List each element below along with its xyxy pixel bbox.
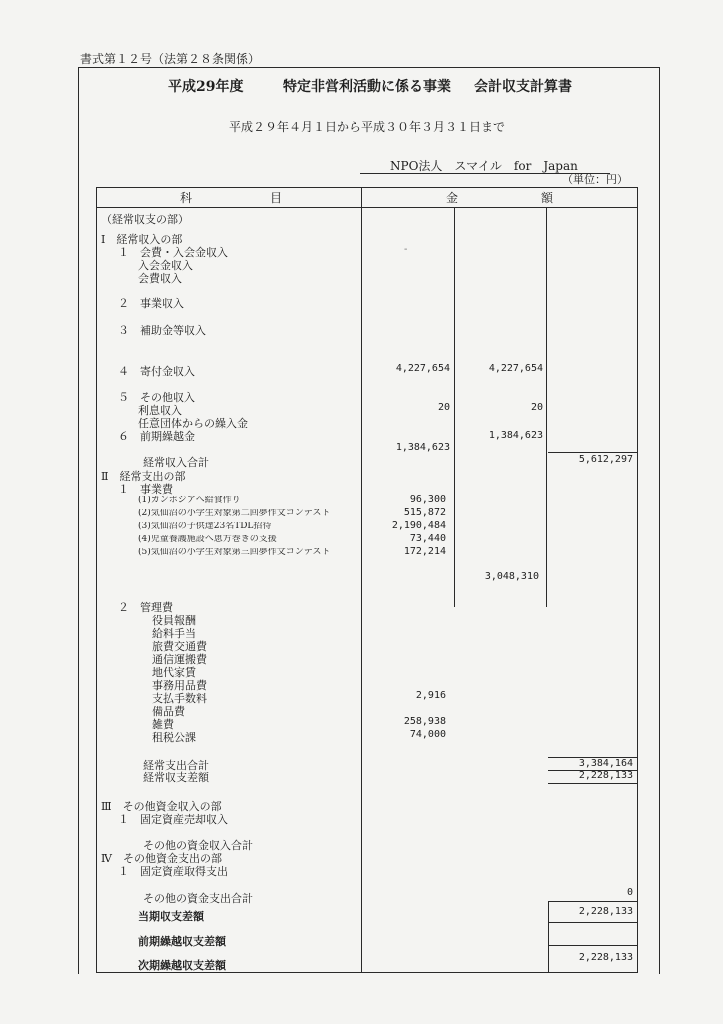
income-total-rule — [548, 452, 637, 453]
admin-item-label: 雑費 — [152, 718, 174, 731]
balance-label: 経常収支差額 — [143, 771, 209, 784]
title-year: 平成29年度 — [168, 79, 244, 95]
admin-item-label: 役員報酬 — [152, 614, 196, 627]
project-item-1-value: 96,300 — [409, 494, 446, 505]
project-item-4-label: (4)児童養護施設へ恵方巻きの支援 — [138, 535, 277, 544]
page-frame-right — [659, 67, 660, 974]
section-ordinary: （経常収支の部） — [101, 213, 189, 226]
next-balance-value: 2,228,133 — [578, 952, 633, 963]
expense-total-label: 経常支出合計 — [143, 759, 209, 772]
business-income: ２ 事業収入 — [118, 297, 184, 310]
membership-sub1: 入会金収入 — [138, 259, 193, 272]
membership-label: １ 会費・入会金収入 — [118, 246, 228, 259]
header-amount-right: 額 — [541, 191, 554, 205]
prior-carryover-detail: 1,384,623 — [395, 442, 450, 453]
prior-balance-label: 前期繰越収支差額 — [138, 935, 226, 948]
admin-item-label: 租税公課 — [152, 731, 196, 744]
transfer-label: 任意団体からの繰入金 — [138, 417, 248, 430]
project-item-4-value: 73,440 — [409, 533, 446, 544]
next-balance-label: 次期繰越収支差額 — [138, 959, 226, 972]
admin-item-value: 2,916 — [415, 690, 446, 701]
expense-total-value: 3,384,164 — [578, 758, 633, 769]
interest-subtotal: 20 — [530, 402, 543, 413]
interest-detail: 20 — [437, 402, 450, 413]
interest-label: 利息収入 — [138, 404, 182, 417]
admin-item-value: 258,938 — [403, 716, 446, 727]
expense-header: Ⅱ 経常支出の部 — [101, 470, 186, 483]
project-item-2-label: (2)気仙沼の小学生対象第二回夢作文コンテスト — [138, 509, 331, 518]
admin-item-label: 給料手当 — [152, 627, 196, 640]
membership-dash: - — [404, 244, 408, 255]
summary-rule-1 — [548, 901, 637, 902]
current-balance-value: 2,228,133 — [578, 906, 633, 917]
admin-label: ２ 管理費 — [118, 601, 173, 614]
project-label: １ 事業費 — [118, 483, 173, 496]
other-income-label: ５ その他収入 — [118, 391, 195, 404]
admin-item-label: 事務用品費 — [152, 679, 207, 692]
project-item-3-value: 2,190,484 — [391, 520, 446, 531]
donation-subtotal: 4,227,654 — [488, 363, 543, 374]
admin-item-label: 備品費 — [152, 705, 185, 718]
summary-rule-3 — [548, 945, 637, 946]
prior-carryover-label: ６ 前期繰越金 — [118, 430, 195, 443]
balance-rule-bottom — [548, 783, 637, 784]
project-subtotal: 3,048,310 — [484, 571, 539, 582]
income-header: Ⅰ 経常収入の部 — [101, 233, 183, 246]
summary-col-divider — [548, 901, 549, 973]
project-item-5-value: 172,214 — [403, 546, 446, 557]
admin-item-label: 通信運搬費 — [152, 653, 207, 666]
prior-carryover-subtotal: 1,384,623 — [488, 430, 543, 441]
organization: NPO法人 スマイル for Japan — [390, 159, 578, 173]
header-subject-right: 目 — [270, 191, 283, 205]
asset-sale: １ 固定資産売却収入 — [118, 813, 228, 826]
title-doc: 会計収支計算書 — [474, 79, 572, 95]
form-number: 書式第１２号（法第２８条関係） — [80, 52, 261, 66]
period: 平成２９年４月１日から平成３０年３月３１日まで — [229, 120, 506, 134]
project-item-3-label: (3)気仙沼の子供達23名TDL招待 — [138, 522, 272, 531]
income-total-label: 経常収入合計 — [143, 456, 209, 469]
admin-item-value: 74,000 — [409, 729, 446, 740]
admin-item-label: 支払手数料 — [152, 692, 207, 705]
header-rule — [96, 207, 638, 208]
project-item-1-label: (1)カンボジアへ給食作り — [138, 496, 241, 505]
project-item-2-value: 515,872 — [403, 507, 446, 518]
summary-rule-2 — [548, 922, 637, 923]
donation-label: ４ 寄付金収入 — [118, 365, 195, 378]
admin-item-label: 旅費交通費 — [152, 640, 207, 653]
header-amount-left: 金 — [446, 191, 459, 205]
current-balance-label: 当期収支差額 — [138, 910, 204, 923]
balance-value: 2,228,133 — [578, 770, 633, 781]
col-divider-subtotal — [546, 207, 547, 607]
income-total-value: 5,612,297 — [578, 454, 633, 465]
other-expense-total-value: 0 — [626, 887, 633, 898]
other-income-header: Ⅲ その他資金収入の部 — [101, 800, 222, 813]
other-income-total: その他の資金収入合計 — [143, 839, 253, 852]
col-divider-subject — [361, 187, 362, 973]
page-frame-left — [78, 67, 79, 974]
header-subject-left: 科 — [180, 191, 193, 205]
project-item-5-label: (5)気仙沼の小学生対象第三回夢作文コンテスト — [138, 548, 331, 557]
admin-item-label: 地代家賃 — [152, 666, 196, 679]
col-divider-detail — [454, 207, 455, 607]
title-org-type: 特定非営利活動に係る事業 — [283, 79, 451, 95]
asset-purchase: １ 固定資産取得支出 — [118, 865, 228, 878]
other-expense-header: Ⅳ その他資金支出の部 — [101, 852, 222, 865]
membership-sub2: 会費収入 — [138, 272, 182, 285]
subsidy-income: ３ 補助金等収入 — [118, 324, 206, 337]
other-expense-total-label: その他の資金支出合計 — [143, 892, 253, 905]
top-rule — [78, 67, 660, 68]
unit: （単位：円） — [562, 173, 628, 186]
donation-detail: 4,227,654 — [395, 363, 450, 374]
